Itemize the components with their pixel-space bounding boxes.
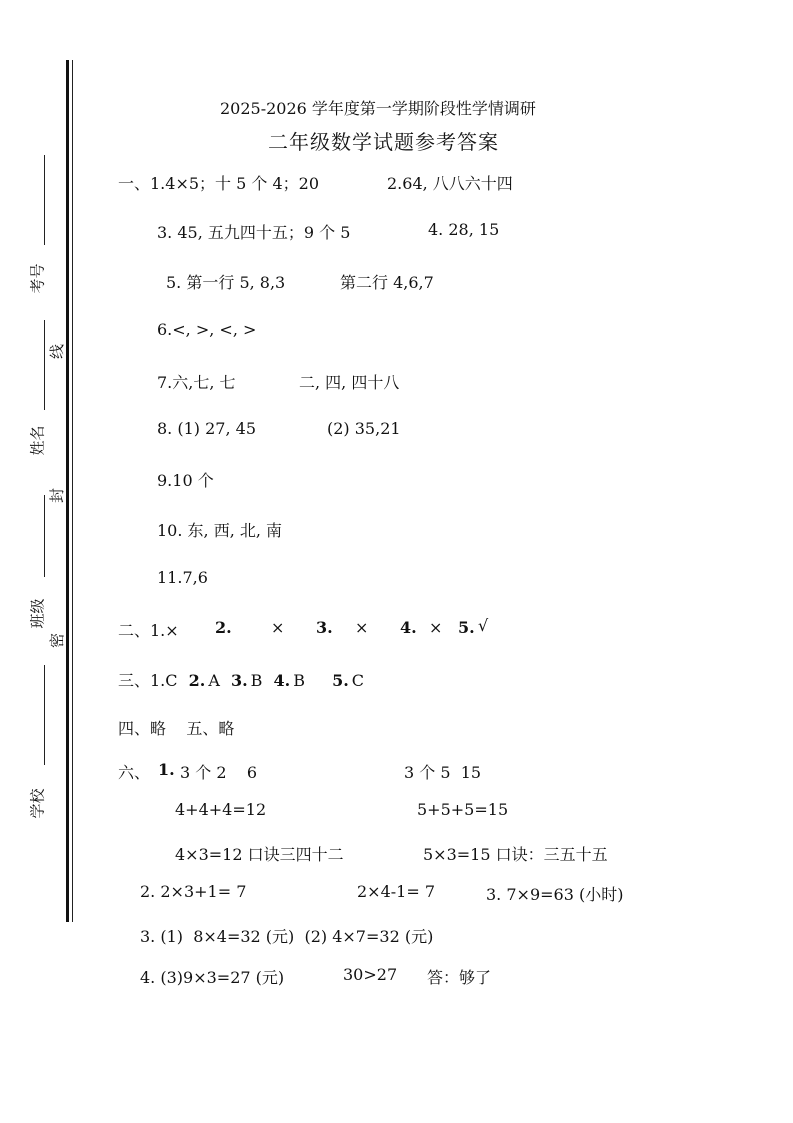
answer-6-4-c: 答：够了 — [427, 968, 492, 987]
answer-2-2-num: 2. — [215, 618, 232, 637]
answer-3-4-num: 4. — [273, 671, 291, 690]
exam-number-blank[interactable] — [44, 155, 45, 245]
answer-1-10: 10. 东, 西, 北, 南 — [157, 521, 283, 540]
answer-4-5: 四、略 五、略 — [118, 719, 235, 738]
answer-6-1-num: 1. — [158, 760, 175, 779]
answer-3-5-num: 5. — [332, 671, 349, 690]
answer-1-7b: 二, 四, 四十八 — [299, 373, 400, 392]
answer-1-4: 4. 28, 15 — [428, 220, 500, 239]
answer-1-7: 7.六,七, 七 — [157, 373, 236, 392]
answer-1-1: 一、1.4×5；十 5 个 4；20 — [118, 174, 320, 193]
answer-6-1-mul-b: 5×3=15 口诀：三五十五 — [423, 845, 608, 864]
answer-2-2-val: × — [271, 618, 285, 637]
answer-2-4-val: × — [429, 618, 443, 637]
answer-2-5-num: 5. — [458, 618, 475, 637]
binding-thin-line — [72, 60, 73, 922]
school-blank[interactable] — [44, 665, 45, 765]
answer-6-1-sum-a: 4+4+4=12 — [175, 800, 267, 819]
answer-6-3-time: 3. 7×9=63 (小时) — [486, 885, 624, 904]
answer-1-9: 9.10 个 — [157, 471, 214, 490]
answer-2-3-val: × — [355, 618, 369, 637]
answer-3-1: 三、1.C — [118, 671, 178, 690]
answer-6-1-sum-b: 5+5+5=15 — [417, 800, 509, 819]
answer-3-4-val: B — [293, 671, 305, 690]
answer-6-2-b: 2×4-1= 7 — [357, 882, 436, 901]
answer-1-2: 2.64, 八八六十四 — [387, 174, 513, 193]
answer-6-prefix: 六、 — [118, 763, 151, 782]
answer-1-11: 11.7,6 — [157, 568, 208, 587]
answer-1-8a: 8. (1) 27, 45 — [157, 419, 256, 438]
name-blank[interactable] — [44, 320, 45, 410]
class-label: 班级 — [28, 598, 47, 629]
seal-seal-mark: 封 — [48, 487, 67, 504]
answer-2-3-num: 3. — [316, 618, 333, 637]
page-subtitle: 2025-2026 学年度第一学期阶段性学情调研 — [220, 99, 536, 118]
answer-1-5: 5. 第一行 5, 8,3 — [166, 273, 286, 292]
answer-6-3: 3. (1) 8×4=32 (元) (2) 4×7=32 (元) — [140, 927, 434, 946]
seal-secret-mark: 密 — [48, 632, 67, 649]
answer-3-5-val: C — [351, 671, 365, 690]
answer-1-5b: 第二行 4,6,7 — [340, 273, 434, 292]
answer-2-4-num: 4. — [400, 618, 417, 637]
school-label: 学校 — [28, 788, 47, 819]
answer-2-1: 二、1.× — [118, 621, 179, 640]
answer-3-3-val: B — [250, 671, 263, 690]
answer-3-2-num: 2. — [188, 671, 206, 690]
answer-6-1-mul-a: 4×3=12 口诀三四十二 — [175, 845, 344, 864]
answer-2-5-val: √ — [478, 616, 489, 635]
class-blank[interactable] — [44, 495, 45, 577]
answer-6-1-b: 3 个 5 15 — [404, 763, 482, 782]
seal-line-mark: 线 — [48, 343, 67, 360]
answer-6-4-a: 4. (3)9×3=27 (元) — [140, 968, 285, 987]
answer-6-2-a: 2. 2×3+1= 7 — [140, 882, 247, 901]
name-label: 姓名 — [28, 425, 47, 456]
answer-1-3: 3. 45, 五九四十五；9 个 5 — [157, 223, 351, 242]
answer-1-6: 6.<, >, <, > — [157, 320, 257, 339]
answer-6-4-b: 30>27 — [343, 965, 398, 984]
answer-3-row — [118, 668, 364, 691]
answer-3-3-num: 3. — [230, 671, 248, 690]
answer-3-2-val: A — [208, 671, 220, 690]
answer-1-8b: (2) 35,21 — [327, 419, 401, 438]
answer-6-1-a: 3 个 2 6 — [180, 763, 258, 782]
page-title: 二年级数学试题参考答案 — [268, 130, 499, 154]
exam-number-label: 考号 — [28, 263, 47, 294]
